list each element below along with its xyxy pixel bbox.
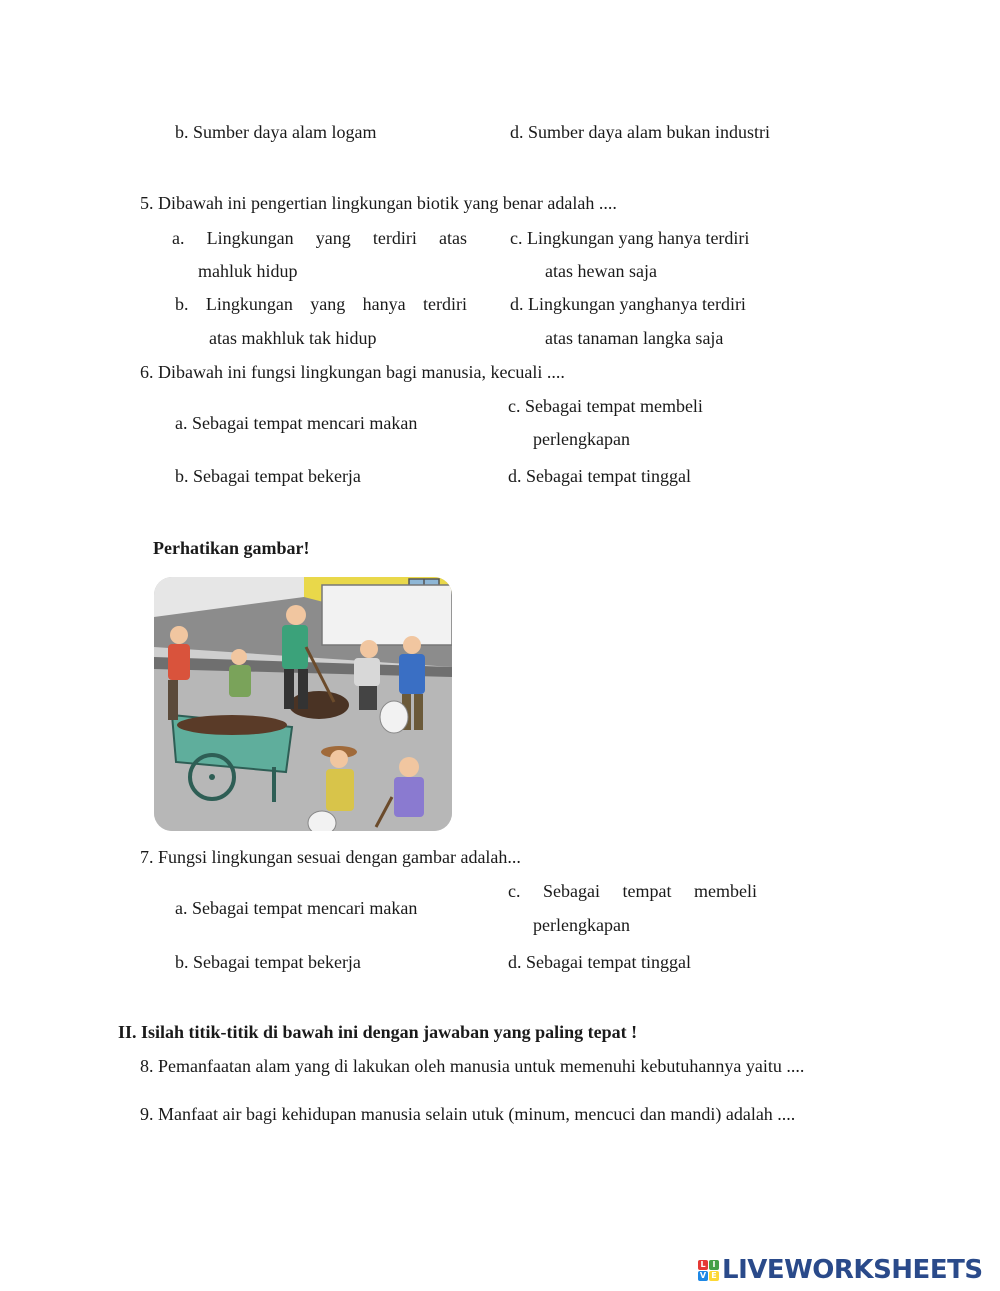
q6-option-b: b. Sebagai tempat bekerja [175, 466, 361, 486]
logo-mark-icon: L I V E [698, 1260, 719, 1281]
brand-name: LIVEWORKSHEETS [722, 1255, 983, 1285]
q6-option-a: a. Sebagai tempat mencari makan [175, 413, 418, 433]
word: yang [315, 228, 351, 248]
word: membeli [694, 881, 757, 901]
liveworksheets-logo [698, 1255, 983, 1285]
q7-option-c-line2: perlengkapan [533, 915, 630, 935]
q5-option-d-line1: d. Lingkungan yanghanya terdiri [510, 294, 746, 314]
word: a. [172, 228, 185, 248]
picture-prompt: Perhatikan gambar! [153, 538, 310, 558]
q8-question: 8. Pemanfaatan alam yang di lakukan oleh manusia untuk memenuhi kebutuhannya yaitu .... [140, 1056, 805, 1076]
q4-option-b: b. Sumber daya alam logam [175, 122, 377, 142]
word: tempat [622, 881, 672, 901]
word: yang [310, 294, 346, 314]
q5-option-c-line1: c. Lingkungan yang hanya terdiri [510, 228, 750, 248]
street-cleaning-illustration [154, 577, 452, 831]
word: c. [508, 881, 521, 901]
q6-question: 6. Dibawah ini fungsi lingkungan bagi manusia, kecuali .... [140, 362, 565, 382]
q4-option-d: d. Sumber daya alam bukan industri [510, 122, 770, 142]
q5-question: 5. Dibawah ini pengertian lingkungan biotik yang benar adalah .... [140, 193, 617, 213]
word: Sebagai [543, 881, 600, 901]
q5-option-c-line2: atas hewan saja [545, 261, 657, 281]
q6-option-c-line1: c. Sebagai tempat membeli [508, 396, 703, 416]
word: Lingkungan [205, 294, 293, 314]
q9-question: 9. Manfaat air bagi kehidupan manusia selain utuk (minum, mencuci dan mandi) adalah .... [140, 1104, 796, 1124]
q5-option-a-line2: mahluk hidup [198, 261, 298, 281]
q5-option-a-line1 [172, 227, 467, 249]
section-2-heading: II. Isilah titik-titik di bawah ini dengan jawaban yang paling tepat ! [118, 1022, 638, 1042]
q5-option-b-line1 [175, 293, 467, 315]
q6-option-d: d. Sebagai tempat tinggal [508, 466, 691, 486]
q7-option-b: b. Sebagai tempat bekerja [175, 952, 361, 972]
word: atas [438, 228, 467, 248]
q7-question: 7. Fungsi lingkungan sesuai dengan gambar adalah... [140, 847, 521, 867]
word: terdiri [372, 228, 417, 248]
word: terdiri [422, 294, 467, 314]
q5-option-b-line2: atas makhluk tak hidup [209, 328, 377, 348]
q6-option-c-line2: perlengkapan [533, 429, 630, 449]
word: Lingkungan [206, 228, 294, 248]
word: hanya [362, 294, 406, 314]
q7-option-d: d. Sebagai tempat tinggal [508, 952, 691, 972]
q7-option-a: a. Sebagai tempat mencari makan [175, 898, 418, 918]
word: b. [175, 294, 189, 314]
q7-option-c-line1 [508, 880, 757, 902]
q5-option-d-line2: atas tanaman langka saja [545, 328, 724, 348]
